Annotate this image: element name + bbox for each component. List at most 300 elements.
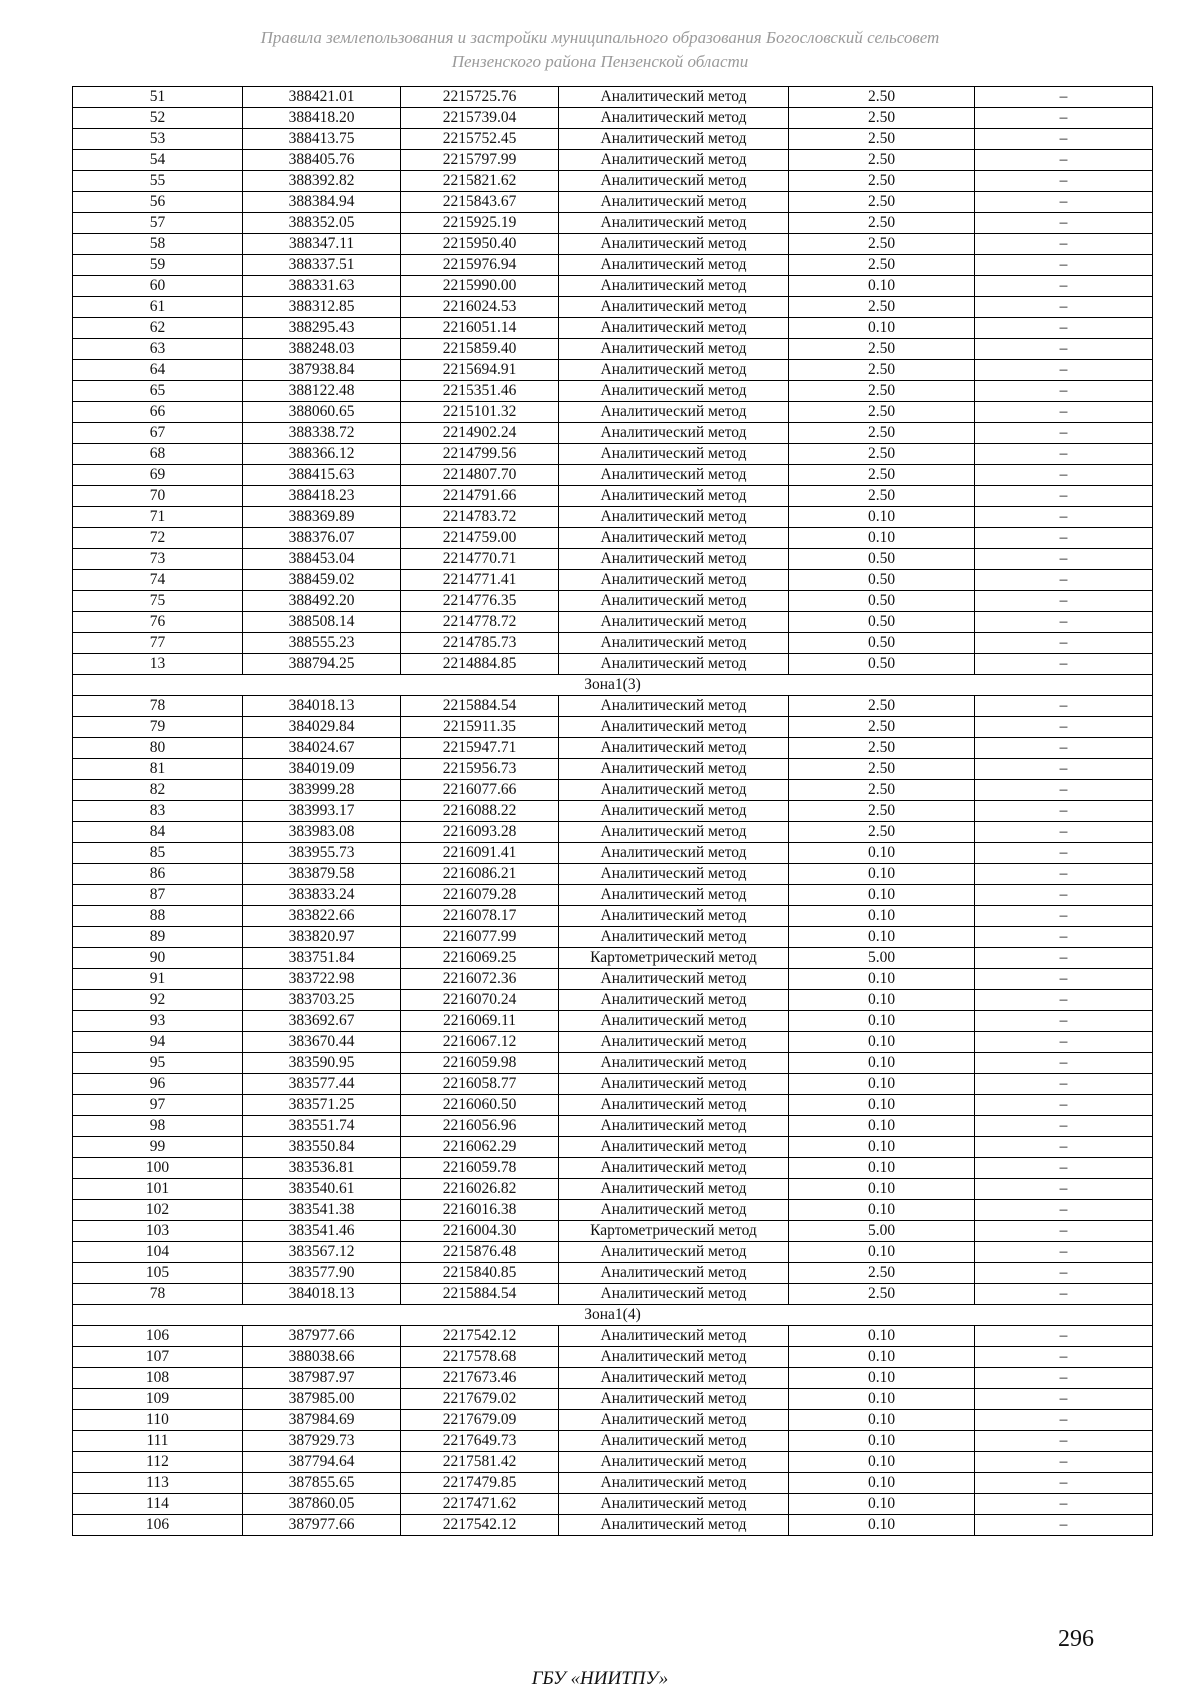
notes-cell: –: [975, 948, 1153, 969]
point-number-cell: 94: [73, 1032, 243, 1053]
point-number-cell: 60: [73, 276, 243, 297]
y-coordinate-cell: 2216069.11: [401, 1011, 559, 1032]
accuracy-cell: 2.50: [789, 1263, 975, 1284]
notes-cell: –: [975, 465, 1153, 486]
x-coordinate-cell: 383751.84: [243, 948, 401, 969]
y-coordinate-cell: 2214770.71: [401, 549, 559, 570]
y-coordinate-cell: 2214783.72: [401, 507, 559, 528]
notes-cell: –: [975, 339, 1153, 360]
x-coordinate-cell: 388405.76: [243, 150, 401, 171]
point-number-cell: 82: [73, 780, 243, 801]
y-coordinate-cell: 2215725.76: [401, 87, 559, 108]
method-cell: Аналитический метод: [559, 717, 789, 738]
method-cell: Аналитический метод: [559, 1473, 789, 1494]
accuracy-cell: 0.10: [789, 507, 975, 528]
method-cell: Аналитический метод: [559, 360, 789, 381]
x-coordinate-cell: 383577.44: [243, 1074, 401, 1095]
x-coordinate-cell: 387855.65: [243, 1473, 401, 1494]
table-row: [73, 927, 1153, 948]
x-coordinate-cell: 384018.13: [243, 1284, 401, 1305]
accuracy-cell: 2.50: [789, 360, 975, 381]
table-row: [73, 822, 1153, 843]
point-number-cell: 110: [73, 1410, 243, 1431]
table-row: [73, 234, 1153, 255]
zone-header-row: [73, 675, 1153, 696]
accuracy-cell: 5.00: [789, 948, 975, 969]
x-coordinate-cell: 383567.12: [243, 1242, 401, 1263]
point-number-cell: 96: [73, 1074, 243, 1095]
table-row: [73, 780, 1153, 801]
x-coordinate-cell: 388312.85: [243, 297, 401, 318]
notes-cell: –: [975, 864, 1153, 885]
y-coordinate-cell: 2215990.00: [401, 276, 559, 297]
method-cell: Аналитический метод: [559, 843, 789, 864]
accuracy-cell: 2.50: [789, 1284, 975, 1305]
y-coordinate-cell: 2215694.91: [401, 360, 559, 381]
point-number-cell: 72: [73, 528, 243, 549]
accuracy-cell: 0.10: [789, 969, 975, 990]
accuracy-cell: 0.50: [789, 549, 975, 570]
accuracy-cell: 0.50: [789, 654, 975, 675]
y-coordinate-cell: 2215843.67: [401, 192, 559, 213]
y-coordinate-cell: 2216077.99: [401, 927, 559, 948]
accuracy-cell: 0.10: [789, 1452, 975, 1473]
point-number-cell: 77: [73, 633, 243, 654]
point-number-cell: 68: [73, 444, 243, 465]
notes-cell: –: [975, 927, 1153, 948]
table-row: [73, 108, 1153, 129]
accuracy-cell: 0.10: [789, 1095, 975, 1116]
point-number-cell: 106: [73, 1326, 243, 1347]
method-cell: Аналитический метод: [559, 1179, 789, 1200]
x-coordinate-cell: 383983.08: [243, 822, 401, 843]
x-coordinate-cell: 388418.20: [243, 108, 401, 129]
table-row: [73, 1347, 1153, 1368]
x-coordinate-cell: 383993.17: [243, 801, 401, 822]
point-number-cell: 53: [73, 129, 243, 150]
method-cell: Аналитический метод: [559, 570, 789, 591]
notes-cell: –: [975, 801, 1153, 822]
y-coordinate-cell: 2214776.35: [401, 591, 559, 612]
notes-cell: –: [975, 885, 1153, 906]
table-row: [73, 717, 1153, 738]
point-number-cell: 92: [73, 990, 243, 1011]
method-cell: Аналитический метод: [559, 1389, 789, 1410]
accuracy-cell: 2.50: [789, 465, 975, 486]
accuracy-cell: 2.50: [789, 381, 975, 402]
y-coordinate-cell: 2216069.25: [401, 948, 559, 969]
table-row: [73, 150, 1153, 171]
x-coordinate-cell: 388492.20: [243, 591, 401, 612]
accuracy-cell: 2.50: [789, 822, 975, 843]
zone-label: Зона1(4): [73, 1305, 1153, 1326]
accuracy-cell: 2.50: [789, 129, 975, 150]
x-coordinate-cell: 388038.66: [243, 1347, 401, 1368]
point-number-cell: 105: [73, 1263, 243, 1284]
point-number-cell: 95: [73, 1053, 243, 1074]
method-cell: Картометрический метод: [559, 948, 789, 969]
table-row: [73, 318, 1153, 339]
x-coordinate-cell: 388295.43: [243, 318, 401, 339]
x-coordinate-cell: 388421.01: [243, 87, 401, 108]
x-coordinate-cell: 388392.82: [243, 171, 401, 192]
notes-cell: –: [975, 444, 1153, 465]
accuracy-cell: 0.10: [789, 864, 975, 885]
x-coordinate-cell: 383540.61: [243, 1179, 401, 1200]
y-coordinate-cell: 2217581.42: [401, 1452, 559, 1473]
notes-cell: –: [975, 1452, 1153, 1473]
point-number-cell: 88: [73, 906, 243, 927]
x-coordinate-cell: 388413.75: [243, 129, 401, 150]
y-coordinate-cell: 2216072.36: [401, 969, 559, 990]
table-row: [73, 696, 1153, 717]
notes-cell: –: [975, 1284, 1153, 1305]
y-coordinate-cell: 2216067.12: [401, 1032, 559, 1053]
table-row: [73, 1074, 1153, 1095]
x-coordinate-cell: 384018.13: [243, 696, 401, 717]
accuracy-cell: 0.10: [789, 1200, 975, 1221]
notes-cell: –: [975, 1389, 1153, 1410]
y-coordinate-cell: 2216026.82: [401, 1179, 559, 1200]
notes-cell: –: [975, 108, 1153, 129]
point-number-cell: 101: [73, 1179, 243, 1200]
y-coordinate-cell: 2215884.54: [401, 1284, 559, 1305]
notes-cell: –: [975, 507, 1153, 528]
method-cell: Аналитический метод: [559, 1452, 789, 1473]
x-coordinate-cell: 388459.02: [243, 570, 401, 591]
x-coordinate-cell: 387977.66: [243, 1326, 401, 1347]
point-number-cell: 51: [73, 87, 243, 108]
point-number-cell: 98: [73, 1116, 243, 1137]
table-row: [73, 87, 1153, 108]
y-coordinate-cell: 2216051.14: [401, 318, 559, 339]
accuracy-cell: 2.50: [789, 801, 975, 822]
method-cell: Аналитический метод: [559, 234, 789, 255]
accuracy-cell: 0.10: [789, 1326, 975, 1347]
table-row: [73, 906, 1153, 927]
table-row: [73, 1410, 1153, 1431]
table-row: [73, 192, 1153, 213]
notes-cell: –: [975, 528, 1153, 549]
notes-cell: –: [975, 1473, 1153, 1494]
notes-cell: –: [975, 969, 1153, 990]
method-cell: Аналитический метод: [559, 990, 789, 1011]
y-coordinate-cell: 2217578.68: [401, 1347, 559, 1368]
table-row: [73, 1158, 1153, 1179]
notes-cell: –: [975, 1116, 1153, 1137]
table-row: [73, 1389, 1153, 1410]
method-cell: Аналитический метод: [559, 381, 789, 402]
x-coordinate-cell: 383571.25: [243, 1095, 401, 1116]
y-coordinate-cell: 2217673.46: [401, 1368, 559, 1389]
point-number-cell: 87: [73, 885, 243, 906]
x-coordinate-cell: 388331.63: [243, 276, 401, 297]
accuracy-cell: 2.50: [789, 423, 975, 444]
y-coordinate-cell: 2215925.19: [401, 213, 559, 234]
notes-cell: –: [975, 549, 1153, 570]
notes-cell: –: [975, 360, 1153, 381]
x-coordinate-cell: 387794.64: [243, 1452, 401, 1473]
table-row: [73, 1284, 1153, 1305]
header-line-2: Пензенского района Пензенской области: [451, 52, 749, 71]
point-number-cell: 65: [73, 381, 243, 402]
point-number-cell: 74: [73, 570, 243, 591]
table-row: [73, 465, 1153, 486]
y-coordinate-cell: 2215101.32: [401, 402, 559, 423]
method-cell: Аналитический метод: [559, 591, 789, 612]
method-cell: Аналитический метод: [559, 297, 789, 318]
y-coordinate-cell: 2214791.66: [401, 486, 559, 507]
method-cell: Аналитический метод: [559, 549, 789, 570]
point-number-cell: 99: [73, 1137, 243, 1158]
method-cell: Аналитический метод: [559, 1158, 789, 1179]
accuracy-cell: 0.10: [789, 318, 975, 339]
y-coordinate-cell: 2215859.40: [401, 339, 559, 360]
point-number-cell: 89: [73, 927, 243, 948]
table-row: [73, 1179, 1153, 1200]
point-number-cell: 70: [73, 486, 243, 507]
point-number-cell: 66: [73, 402, 243, 423]
point-number-cell: 52: [73, 108, 243, 129]
point-number-cell: 114: [73, 1494, 243, 1515]
notes-cell: –: [975, 402, 1153, 423]
y-coordinate-cell: 2217542.12: [401, 1326, 559, 1347]
accuracy-cell: 2.50: [789, 108, 975, 129]
notes-cell: –: [975, 570, 1153, 591]
accuracy-cell: 2.50: [789, 402, 975, 423]
point-number-cell: 56: [73, 192, 243, 213]
point-number-cell: 106: [73, 1515, 243, 1536]
method-cell: Аналитический метод: [559, 612, 789, 633]
notes-cell: –: [975, 633, 1153, 654]
table-row: [73, 339, 1153, 360]
y-coordinate-cell: 2215950.40: [401, 234, 559, 255]
method-cell: Аналитический метод: [559, 1347, 789, 1368]
zone-label: Зона1(3): [73, 675, 1153, 696]
accuracy-cell: 0.50: [789, 591, 975, 612]
method-cell: Аналитический метод: [559, 486, 789, 507]
x-coordinate-cell: 388453.04: [243, 549, 401, 570]
y-coordinate-cell: 2216024.53: [401, 297, 559, 318]
notes-cell: –: [975, 129, 1153, 150]
x-coordinate-cell: 383541.46: [243, 1221, 401, 1242]
point-number-cell: 91: [73, 969, 243, 990]
notes-cell: –: [975, 1137, 1153, 1158]
notes-cell: –: [975, 1326, 1153, 1347]
table-row: [73, 297, 1153, 318]
accuracy-cell: 0.10: [789, 1158, 975, 1179]
x-coordinate-cell: 383692.67: [243, 1011, 401, 1032]
y-coordinate-cell: 2215956.73: [401, 759, 559, 780]
method-cell: Аналитический метод: [559, 171, 789, 192]
point-number-cell: 100: [73, 1158, 243, 1179]
table-row: [73, 276, 1153, 297]
x-coordinate-cell: 388555.23: [243, 633, 401, 654]
accuracy-cell: 0.10: [789, 843, 975, 864]
y-coordinate-cell: 2215911.35: [401, 717, 559, 738]
method-cell: Аналитический метод: [559, 465, 789, 486]
accuracy-cell: 2.50: [789, 696, 975, 717]
y-coordinate-cell: 2216086.21: [401, 864, 559, 885]
table-row: [73, 1095, 1153, 1116]
x-coordinate-cell: 388352.05: [243, 213, 401, 234]
point-number-cell: 97: [73, 1095, 243, 1116]
notes-cell: –: [975, 738, 1153, 759]
page-number: 296: [1058, 1626, 1094, 1652]
accuracy-cell: 2.50: [789, 213, 975, 234]
table-row: [73, 1431, 1153, 1452]
table-row: [73, 1515, 1153, 1536]
y-coordinate-cell: 2215976.94: [401, 255, 559, 276]
x-coordinate-cell: 383879.58: [243, 864, 401, 885]
notes-cell: –: [975, 696, 1153, 717]
accuracy-cell: 0.10: [789, 1011, 975, 1032]
point-number-cell: 62: [73, 318, 243, 339]
method-cell: Аналитический метод: [559, 927, 789, 948]
document-header: [0, 26, 1200, 74]
notes-cell: –: [975, 1221, 1153, 1242]
table-row: [73, 885, 1153, 906]
accuracy-cell: 0.10: [789, 1347, 975, 1368]
y-coordinate-cell: 2216058.77: [401, 1074, 559, 1095]
method-cell: Аналитический метод: [559, 108, 789, 129]
x-coordinate-cell: 388415.63: [243, 465, 401, 486]
table-body: [73, 87, 1153, 1536]
x-coordinate-cell: 383833.24: [243, 885, 401, 906]
notes-cell: –: [975, 843, 1153, 864]
table-row: [73, 633, 1153, 654]
y-coordinate-cell: 2215752.45: [401, 129, 559, 150]
x-coordinate-cell: 387938.84: [243, 360, 401, 381]
table-row: [73, 360, 1153, 381]
x-coordinate-cell: 383703.25: [243, 990, 401, 1011]
method-cell: Аналитический метод: [559, 1263, 789, 1284]
point-number-cell: 113: [73, 1473, 243, 1494]
point-number-cell: 59: [73, 255, 243, 276]
point-number-cell: 61: [73, 297, 243, 318]
point-number-cell: 69: [73, 465, 243, 486]
accuracy-cell: 2.50: [789, 297, 975, 318]
y-coordinate-cell: 2217471.62: [401, 1494, 559, 1515]
method-cell: Аналитический метод: [559, 339, 789, 360]
notes-cell: –: [975, 1053, 1153, 1074]
x-coordinate-cell: 383550.84: [243, 1137, 401, 1158]
point-number-cell: 103: [73, 1221, 243, 1242]
table-row: [73, 1242, 1153, 1263]
table-row: [73, 549, 1153, 570]
x-coordinate-cell: 383551.74: [243, 1116, 401, 1137]
y-coordinate-cell: 2215884.54: [401, 696, 559, 717]
accuracy-cell: 2.50: [789, 486, 975, 507]
x-coordinate-cell: 383541.38: [243, 1200, 401, 1221]
method-cell: Аналитический метод: [559, 1095, 789, 1116]
y-coordinate-cell: 2216062.29: [401, 1137, 559, 1158]
x-coordinate-cell: 383820.97: [243, 927, 401, 948]
method-cell: Аналитический метод: [559, 1368, 789, 1389]
y-coordinate-cell: 2216088.22: [401, 801, 559, 822]
y-coordinate-cell: 2217679.09: [401, 1410, 559, 1431]
notes-cell: –: [975, 990, 1153, 1011]
method-cell: Аналитический метод: [559, 1053, 789, 1074]
accuracy-cell: 2.50: [789, 255, 975, 276]
accuracy-cell: 0.10: [789, 1137, 975, 1158]
accuracy-cell: 2.50: [789, 444, 975, 465]
point-number-cell: 111: [73, 1431, 243, 1452]
accuracy-cell: 0.10: [789, 1116, 975, 1137]
notes-cell: –: [975, 780, 1153, 801]
method-cell: Аналитический метод: [559, 1200, 789, 1221]
point-number-cell: 78: [73, 1284, 243, 1305]
y-coordinate-cell: 2214799.56: [401, 444, 559, 465]
table-row: [73, 969, 1153, 990]
notes-cell: –: [975, 759, 1153, 780]
accuracy-cell: 2.50: [789, 738, 975, 759]
x-coordinate-cell: 384019.09: [243, 759, 401, 780]
notes-cell: –: [975, 171, 1153, 192]
table-row: [73, 864, 1153, 885]
point-number-cell: 67: [73, 423, 243, 444]
method-cell: Аналитический метод: [559, 654, 789, 675]
x-coordinate-cell: 388347.11: [243, 234, 401, 255]
method-cell: Аналитический метод: [559, 906, 789, 927]
table-row: [73, 1032, 1153, 1053]
y-coordinate-cell: 2215797.99: [401, 150, 559, 171]
accuracy-cell: 2.50: [789, 339, 975, 360]
method-cell: Аналитический метод: [559, 528, 789, 549]
method-cell: Аналитический метод: [559, 1284, 789, 1305]
table-row: [73, 1326, 1153, 1347]
method-cell: Аналитический метод: [559, 150, 789, 171]
accuracy-cell: 0.10: [789, 1053, 975, 1074]
method-cell: Аналитический метод: [559, 1515, 789, 1536]
table-row: [73, 990, 1153, 1011]
y-coordinate-cell: 2215351.46: [401, 381, 559, 402]
accuracy-cell: 0.10: [789, 906, 975, 927]
accuracy-cell: 2.50: [789, 171, 975, 192]
notes-cell: –: [975, 486, 1153, 507]
accuracy-cell: 2.50: [789, 759, 975, 780]
table-row: [73, 1452, 1153, 1473]
notes-cell: –: [975, 1200, 1153, 1221]
notes-cell: –: [975, 1368, 1153, 1389]
x-coordinate-cell: 388369.89: [243, 507, 401, 528]
accuracy-cell: 0.50: [789, 570, 975, 591]
x-coordinate-cell: 383590.95: [243, 1053, 401, 1074]
point-number-cell: 102: [73, 1200, 243, 1221]
table-row: [73, 1494, 1153, 1515]
accuracy-cell: 2.50: [789, 717, 975, 738]
x-coordinate-cell: 383670.44: [243, 1032, 401, 1053]
table-row: [73, 1368, 1153, 1389]
method-cell: Аналитический метод: [559, 213, 789, 234]
method-cell: Аналитический метод: [559, 276, 789, 297]
y-coordinate-cell: 2217679.02: [401, 1389, 559, 1410]
point-number-cell: 83: [73, 801, 243, 822]
notes-cell: –: [975, 1095, 1153, 1116]
x-coordinate-cell: 388337.51: [243, 255, 401, 276]
point-number-cell: 54: [73, 150, 243, 171]
method-cell: Аналитический метод: [559, 1326, 789, 1347]
x-coordinate-cell: 387860.05: [243, 1494, 401, 1515]
x-coordinate-cell: 387985.00: [243, 1389, 401, 1410]
y-coordinate-cell: 2214785.73: [401, 633, 559, 654]
y-coordinate-cell: 2214778.72: [401, 612, 559, 633]
table-row: [73, 738, 1153, 759]
table-row: [73, 1116, 1153, 1137]
x-coordinate-cell: 388338.72: [243, 423, 401, 444]
method-cell: Аналитический метод: [559, 1011, 789, 1032]
accuracy-cell: 2.50: [789, 87, 975, 108]
